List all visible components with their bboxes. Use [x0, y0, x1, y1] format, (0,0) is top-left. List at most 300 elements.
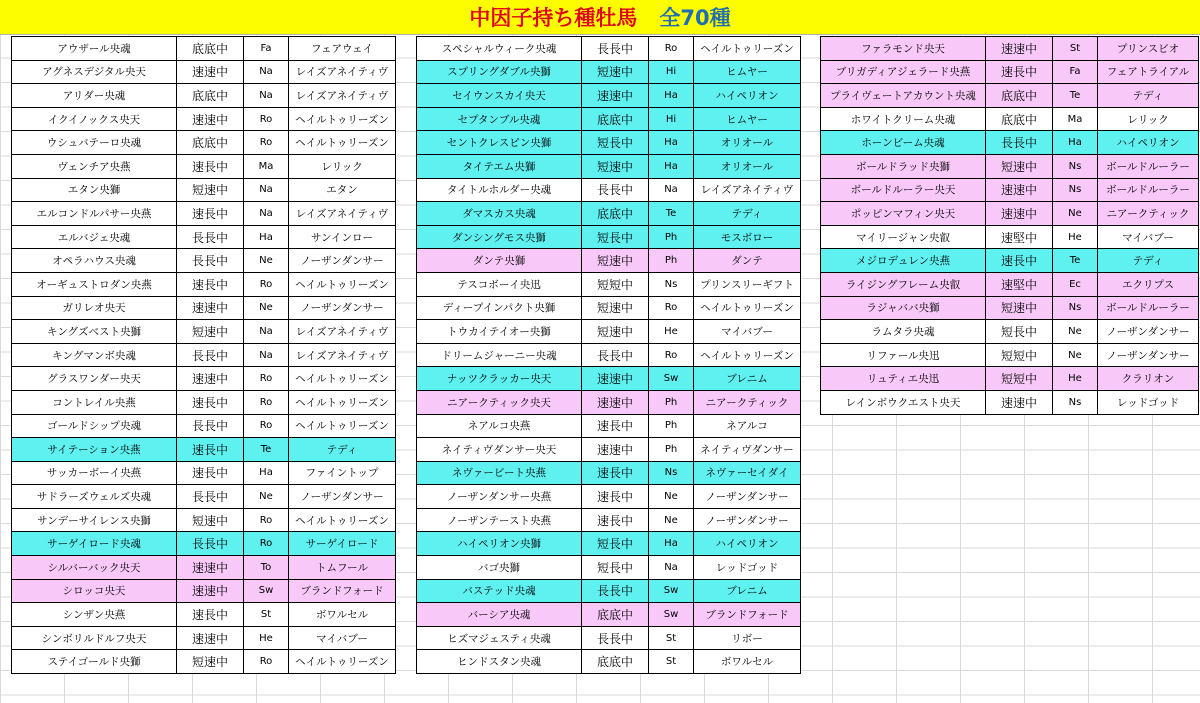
lineage-code: Ro	[244, 532, 289, 555]
lineage-code: Ha	[649, 155, 694, 178]
lineage-name: ヘイルトゥリーズン	[295, 656, 389, 669]
lineage-name: ブレニム	[726, 373, 768, 386]
sire-name: ダマスカス央魂	[417, 202, 582, 225]
lineage-code: St	[649, 650, 694, 673]
sire-name: テスコボーイ央迅	[417, 273, 582, 296]
aptitude-type: 速長中	[582, 509, 649, 532]
lineage-name: ヘイルトゥリーズン	[700, 302, 794, 315]
lineage-name: プリンスリーギフト	[700, 278, 794, 291]
lineage-code: Ne	[649, 485, 694, 508]
lineage-code: Na	[649, 556, 694, 579]
lineage-name: ネイティヴダンサー	[700, 443, 794, 456]
table-row	[821, 202, 1198, 226]
aptitude-type: 速堅中	[986, 273, 1053, 296]
aptitude-type: 速長中	[177, 155, 244, 178]
lineage-name: ヘイルトゥリーズン	[295, 113, 389, 126]
sire-name: ダンシングモス央獅	[417, 226, 582, 249]
lineage-code: Ne	[244, 249, 289, 272]
lineage-code: Na	[649, 179, 694, 202]
lineage-code: Ne	[244, 485, 289, 508]
lineage-code: Ro	[649, 297, 694, 320]
lineage-code: Fa	[1053, 61, 1098, 84]
lineage-name: ノーザンダンサー	[1106, 325, 1190, 338]
lineage-code: Ns	[1053, 179, 1098, 202]
table-row	[417, 603, 800, 627]
aptitude-type: 長長中	[582, 580, 649, 603]
table-row	[417, 438, 800, 462]
table-row	[12, 249, 395, 273]
lineage-name: ボワルセル	[720, 656, 774, 669]
lineage-code: Ne	[1053, 320, 1098, 343]
sire-name: コントレイル央燕	[12, 391, 177, 414]
sire-name: ラジャババ央獅	[821, 297, 986, 320]
lineage-name: ヘイルトゥリーズン	[295, 396, 389, 409]
lineage-name: プリンスビオ	[1116, 42, 1180, 55]
sire-name: ガリレオ央天	[12, 297, 177, 320]
sire-name: ボールドラッド央獅	[821, 155, 986, 178]
aptitude-type: 底底中	[986, 108, 1053, 131]
sire-table-col-3	[820, 36, 1199, 415]
aptitude-type: 速長中	[177, 273, 244, 296]
lineage-name: ハイペリオン	[715, 89, 779, 102]
table-row	[417, 131, 800, 155]
aptitude-type: 短速中	[986, 155, 1053, 178]
lineage-code: Na	[244, 344, 289, 367]
lineage-code: He	[244, 627, 289, 650]
aptitude-type: 底底中	[177, 37, 244, 60]
lineage-name: テディ	[326, 443, 358, 456]
lineage-code: Ph	[649, 249, 694, 272]
sire-name: キングマンボ央魂	[12, 344, 177, 367]
sire-name: ヒズマジェスティ央魂	[417, 627, 582, 650]
table-row	[417, 580, 800, 604]
sire-name: ネヴァービート央燕	[417, 462, 582, 485]
sire-name: エルコンドルパサー央燕	[12, 202, 177, 225]
table-row	[417, 179, 800, 203]
lineage-code: He	[1053, 367, 1098, 390]
lineage-name: フェアトライアル	[1106, 66, 1190, 79]
table-row	[417, 249, 800, 273]
table-row	[417, 650, 800, 673]
sire-name: アウザール央魂	[12, 37, 177, 60]
aptitude-type: 速堅中	[986, 226, 1053, 249]
table-row	[417, 556, 800, 580]
lineage-code: Ro	[244, 273, 289, 296]
table-row	[417, 391, 800, 415]
table-row	[12, 84, 395, 108]
lineage-code: Ph	[649, 391, 694, 414]
sire-name: オーギュストロダン央燕	[12, 273, 177, 296]
aptitude-type: 短速中	[582, 320, 649, 343]
lineage-name: ボールドルーラー	[1106, 160, 1190, 173]
aptitude-type: 短長中	[986, 320, 1053, 343]
table-row	[12, 344, 395, 368]
lineage-name: ブレニム	[726, 585, 768, 598]
lineage-name: ヘイルトゥリーズン	[295, 420, 389, 433]
sire-name: ディープインパクト央獅	[417, 297, 582, 320]
aptitude-type: 速速中	[177, 61, 244, 84]
sire-name: ナッツクラッカー央天	[417, 367, 582, 390]
lineage-name: ブランドフォード	[300, 585, 384, 598]
aptitude-type: 短短中	[986, 367, 1053, 390]
table-row	[12, 320, 395, 344]
sire-name: ライジングフレーム央叡	[821, 273, 986, 296]
lineage-name: サンインロー	[311, 231, 373, 244]
table-row	[12, 202, 395, 226]
aptitude-type: 短長中	[582, 532, 649, 555]
lineage-name: ボールドルーラー	[1106, 302, 1190, 315]
sire-name: ダンテ央獅	[417, 249, 582, 272]
table-row	[417, 297, 800, 321]
lineage-code: Ha	[1053, 131, 1098, 154]
lineage-code: Na	[244, 320, 289, 343]
sire-name: ネアルコ央燕	[417, 415, 582, 438]
lineage-name: モスボロー	[720, 231, 774, 244]
aptitude-type: 速速中	[986, 179, 1053, 202]
lineage-name: ボールドルーラー	[1106, 184, 1190, 197]
lineage-name: レイズアネイティヴ	[295, 89, 389, 102]
aptitude-type: 短長中	[582, 556, 649, 579]
lineage-code: Ec	[1053, 273, 1098, 296]
sire-name: サッカーボーイ央燕	[12, 462, 177, 485]
lineage-name: レイズアネイティヴ	[295, 207, 389, 220]
lineage-code: Sw	[649, 603, 694, 626]
sire-name: セントクレスピン央獅	[417, 131, 582, 154]
table-row	[12, 650, 395, 673]
lineage-name: ノーザンダンサー	[1106, 349, 1190, 362]
lineage-code: To	[244, 556, 289, 579]
sire-name: ホーンビーム央魂	[821, 131, 986, 154]
lineage-name: ファイントップ	[305, 467, 379, 480]
sire-name: エタン央獅	[12, 179, 177, 202]
table-row	[12, 603, 395, 627]
table-row	[12, 415, 395, 439]
sire-name: アグネスデジタル央天	[12, 61, 177, 84]
lineage-code: Ro	[244, 108, 289, 131]
sire-name: レインボウクエスト央天	[821, 391, 986, 414]
lineage-name: レリック	[1127, 113, 1169, 126]
table-row	[821, 344, 1198, 368]
total-count: 全70種	[659, 6, 731, 30]
lineage-code: Na	[244, 179, 289, 202]
lineage-name: トムフール	[316, 561, 368, 574]
aptitude-type: 底底中	[582, 603, 649, 626]
sire-name: シルバーバック央天	[12, 556, 177, 579]
table-row	[821, 320, 1198, 344]
table-row	[417, 84, 800, 108]
lineage-code: Fa	[244, 37, 289, 60]
sire-table-col-1	[11, 36, 396, 674]
aptitude-type: 速速中	[177, 556, 244, 579]
sire-name: タイテエム央獅	[417, 155, 582, 178]
sire-name: イクイノックス央天	[12, 108, 177, 131]
table-row	[821, 297, 1198, 321]
table-row	[12, 61, 395, 85]
sire-name: ボールドルーラー央天	[821, 179, 986, 202]
table-row	[12, 131, 395, 155]
lineage-name: レイズアネイティヴ	[295, 66, 389, 79]
aptitude-type: 長長中	[986, 131, 1053, 154]
table-row	[417, 344, 800, 368]
lineage-code: Ne	[1053, 344, 1098, 367]
lineage-name: エクリプス	[1121, 278, 1175, 291]
lineage-name: ヘイルトゥリーズン	[295, 137, 389, 150]
lineage-code: Ha	[649, 532, 694, 555]
lineage-code: Na	[244, 84, 289, 107]
aptitude-type: 底底中	[582, 202, 649, 225]
aptitude-type: 速速中	[582, 84, 649, 107]
table-row	[821, 131, 1198, 155]
table-row	[12, 462, 395, 486]
aptitude-type: 速速中	[582, 367, 649, 390]
lineage-name: ノーザンダンサー	[705, 514, 789, 527]
sire-name: マイリージャン央叡	[821, 226, 986, 249]
table-row	[12, 438, 395, 462]
aptitude-type: 短短中	[986, 344, 1053, 367]
lineage-code: Ns	[649, 273, 694, 296]
lineage-name: ブランドフォード	[705, 609, 789, 622]
aptitude-type: 底底中	[582, 650, 649, 673]
lineage-code: Ro	[244, 391, 289, 414]
sire-name: タイトルホルダー央魂	[417, 179, 582, 202]
lineage-name: レリック	[321, 160, 363, 173]
sire-name: セイウンスカイ央天	[417, 84, 582, 107]
sire-name: ブリガディアジェラード央燕	[821, 61, 986, 84]
lineage-code: Ha	[649, 131, 694, 154]
aptitude-type: 短速中	[177, 320, 244, 343]
lineage-name: ノーザンダンサー	[300, 491, 384, 504]
lineage-name: レッドゴッド	[715, 561, 779, 574]
lineage-code: Ro	[649, 37, 694, 60]
aptitude-type: 短速中	[177, 179, 244, 202]
lineage-name: ヘイルトゥリーズン	[700, 349, 794, 362]
lineage-name: リボー	[731, 632, 763, 645]
lineage-name: ネアルコ	[726, 420, 768, 433]
table-row	[821, 273, 1198, 297]
table-row	[12, 155, 395, 179]
table-row	[12, 367, 395, 391]
table-row	[417, 509, 800, 533]
aptitude-type: 速長中	[582, 485, 649, 508]
lineage-name: ボワルセル	[315, 609, 369, 622]
aptitude-type: 速速中	[986, 202, 1053, 225]
sire-name: スペシャルウィーク央魂	[417, 37, 582, 60]
lineage-code: Ph	[649, 438, 694, 461]
sire-name: ポッピンマフィン央天	[821, 202, 986, 225]
sire-name: ステイゴールド央獅	[12, 650, 177, 673]
table-row	[12, 485, 395, 509]
sire-name: セプタンブル央魂	[417, 108, 582, 131]
table-row	[417, 273, 800, 297]
aptitude-type: 短長中	[582, 226, 649, 249]
aptitude-type: 速速中	[177, 367, 244, 390]
table-row	[12, 297, 395, 321]
lineage-code: St	[649, 627, 694, 650]
aptitude-type: 長長中	[177, 532, 244, 555]
sire-name: バステッド央魂	[417, 580, 582, 603]
aptitude-type: 長長中	[582, 627, 649, 650]
lineage-code: Sw	[244, 580, 289, 603]
sire-name: ファラモンド央天	[821, 37, 986, 60]
lineage-code: Ns	[1053, 297, 1098, 320]
aptitude-type: 速長中	[177, 391, 244, 414]
table-row	[12, 627, 395, 651]
lineage-code: Hi	[649, 108, 694, 131]
table-row	[821, 391, 1198, 414]
table-row	[821, 155, 1198, 179]
lineage-name: ネヴァーセイダイ	[705, 467, 789, 480]
table-row	[417, 108, 800, 132]
lineage-code: Te	[1053, 84, 1098, 107]
sire-name: ネイティヴダンサー央天	[417, 438, 582, 461]
table-row	[821, 226, 1198, 250]
aptitude-type: 短速中	[986, 297, 1053, 320]
aptitude-type: 速長中	[582, 415, 649, 438]
aptitude-type: 速速中	[986, 391, 1053, 414]
lineage-name: ノーザンダンサー	[300, 302, 384, 315]
lineage-name: マイバブー	[721, 325, 773, 338]
lineage-code: Ro	[244, 367, 289, 390]
lineage-name: オリオール	[720, 160, 774, 173]
lineage-name: テディ	[1132, 89, 1164, 102]
lineage-code: Sw	[649, 367, 694, 390]
sire-name: ヒンドスタン央魂	[417, 650, 582, 673]
aptitude-type: 長長中	[582, 344, 649, 367]
lineage-code: Te	[1053, 249, 1098, 272]
sire-name: ゴールドシップ央魂	[12, 415, 177, 438]
aptitude-type: 短長中	[582, 131, 649, 154]
lineage-code: Na	[244, 202, 289, 225]
sire-name: ノーザンダンサー央燕	[417, 485, 582, 508]
sire-name: グラスワンダー央天	[12, 367, 177, 390]
sire-name: サイテーション央燕	[12, 438, 177, 461]
lineage-name: レイズアネイティヴ	[295, 325, 389, 338]
lineage-name: マイバブー	[316, 632, 368, 645]
title-bar	[0, 0, 1200, 35]
aptitude-type: 短速中	[177, 509, 244, 532]
aptitude-type: 速速中	[986, 37, 1053, 60]
lineage-code: Ns	[1053, 391, 1098, 414]
table-row	[12, 391, 395, 415]
lineage-name: ハイペリオン	[1116, 137, 1180, 150]
lineage-name: テディ	[731, 207, 763, 220]
lineage-code: Ph	[649, 226, 694, 249]
table-row	[417, 155, 800, 179]
lineage-code: Ma	[244, 155, 289, 178]
sire-name: ホワイトクリーム央魂	[821, 108, 986, 131]
table-row	[12, 226, 395, 250]
lineage-code: Ne	[244, 297, 289, 320]
lineage-code: Ro	[244, 509, 289, 532]
lineage-code: Ne	[1053, 202, 1098, 225]
table-row	[12, 532, 395, 556]
aptitude-type: 底底中	[582, 108, 649, 131]
lineage-name: レッドゴッド	[1116, 396, 1180, 409]
lineage-code: Ha	[244, 226, 289, 249]
lineage-code: Ns	[1053, 155, 1098, 178]
aptitude-type: 短速中	[177, 650, 244, 673]
table-row	[821, 367, 1198, 391]
sire-name: シロッコ央天	[12, 580, 177, 603]
lineage-name: ダンテ	[731, 255, 763, 268]
sire-table-col-2	[416, 36, 801, 674]
aptitude-type: 短速中	[582, 155, 649, 178]
aptitude-type: 速速中	[177, 580, 244, 603]
table-row	[417, 485, 800, 509]
lineage-name: サーゲイロード	[305, 538, 379, 551]
table-row	[417, 226, 800, 250]
sire-name: リュティエ央迅	[821, 367, 986, 390]
table-row	[12, 580, 395, 604]
aptitude-type: 速速中	[177, 108, 244, 131]
lineage-name: ニアークティック	[705, 396, 789, 409]
lineage-name: ヒムヤー	[726, 66, 768, 79]
aptitude-type: 速長中	[177, 462, 244, 485]
aptitude-type: 速長中	[986, 249, 1053, 272]
sire-name: エルバジェ央魂	[12, 226, 177, 249]
lineage-code: Ro	[244, 131, 289, 154]
sire-name: ニアークティック央天	[417, 391, 582, 414]
aptitude-type: 底底中	[177, 131, 244, 154]
lineage-code: Ph	[649, 415, 694, 438]
lineage-code: Ha	[649, 84, 694, 107]
table-row	[12, 108, 395, 132]
table-row	[417, 627, 800, 651]
lineage-name: ヘイルトゥリーズン	[295, 373, 389, 386]
aptitude-type: 速長中	[986, 61, 1053, 84]
table-row	[821, 37, 1198, 61]
table-row	[417, 532, 800, 556]
lineage-code: Ne	[649, 509, 694, 532]
aptitude-type: 長長中	[177, 485, 244, 508]
lineage-name: ヒムヤー	[726, 113, 768, 126]
lineage-code: St	[244, 603, 289, 626]
lineage-name: ノーザンダンサー	[705, 491, 789, 504]
sire-name: オペラハウス央魂	[12, 249, 177, 272]
table-row	[417, 37, 800, 61]
lineage-code: Ns	[649, 462, 694, 485]
lineage-code: St	[1053, 37, 1098, 60]
table-row	[417, 415, 800, 439]
table-row	[12, 179, 395, 203]
sire-name: アリダー央魂	[12, 84, 177, 107]
lineage-code: Ro	[649, 344, 694, 367]
lineage-name: レイズアネイティヴ	[700, 184, 794, 197]
aptitude-type: 短速中	[582, 249, 649, 272]
table-row	[417, 320, 800, 344]
lineage-name: レイズアネイティヴ	[295, 349, 389, 362]
sire-name: サーゲイロード央魂	[12, 532, 177, 555]
sire-name: スプリングダブル央獅	[417, 61, 582, 84]
aptitude-type: 長長中	[177, 226, 244, 249]
lineage-code: Te	[244, 438, 289, 461]
table-row	[821, 61, 1198, 85]
aptitude-type: 長長中	[582, 179, 649, 202]
lineage-code: Ro	[244, 650, 289, 673]
aptitude-type: 短速中	[582, 297, 649, 320]
aptitude-type: 速速中	[582, 438, 649, 461]
table-row	[12, 273, 395, 297]
aptitude-type: 長長中	[177, 415, 244, 438]
lineage-name: ハイペリオン	[715, 538, 779, 551]
aptitude-type: 長長中	[177, 249, 244, 272]
table-row	[12, 509, 395, 533]
lineage-code: Te	[649, 202, 694, 225]
lineage-code: Ro	[244, 415, 289, 438]
sire-name: プライヴェートアカウント央魂	[821, 84, 986, 107]
lineage-code: Ma	[1053, 108, 1098, 131]
aptitude-type: 速長中	[177, 438, 244, 461]
